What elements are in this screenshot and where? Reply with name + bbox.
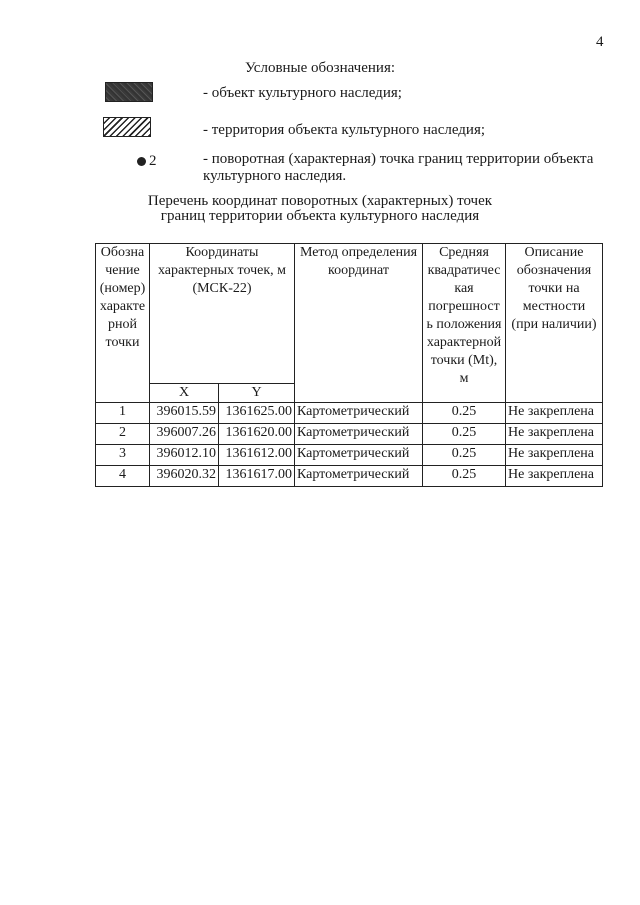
cell-point-number: 3 xyxy=(96,445,150,466)
cell-description: Не закреплена xyxy=(506,403,603,424)
cell-mt: 0.25 xyxy=(423,424,506,445)
coordinates-list-title xyxy=(0,194,640,224)
coordinates-list-title-line1: Перечень координат поворотных (характерных) точек xyxy=(147,193,493,209)
cell-y: 1361617.00 xyxy=(219,466,295,487)
coordinates-table xyxy=(95,243,603,487)
cell-method: Картометрический xyxy=(295,424,423,445)
table-row xyxy=(96,445,603,466)
table-row xyxy=(96,424,603,445)
turning-point-dot-icon xyxy=(137,157,146,166)
cultural-territory-swatch-icon xyxy=(103,117,151,137)
cell-x: 396007.26 xyxy=(150,424,219,445)
table-header-row xyxy=(96,244,603,384)
turning-point-marker xyxy=(137,153,157,170)
cell-method: Картометрический xyxy=(295,466,423,487)
cell-method: Картометрический xyxy=(295,403,423,424)
cell-y: 1361625.00 xyxy=(219,403,295,424)
header-x: X xyxy=(150,384,219,403)
header-method: Метод определения координат xyxy=(295,244,423,403)
cell-point-number: 2 xyxy=(96,424,150,445)
legend-item-cultural-object: - объект культурного наследия; xyxy=(203,85,402,101)
cultural-object-swatch-icon xyxy=(105,82,153,102)
header-error: Средняя квадратичес кая погрешност ь положения характерной точки (Mt), м xyxy=(423,244,506,403)
header-coordinates: Координаты характерных точек, м (МСК-22) xyxy=(150,244,295,384)
cell-x: 396012.10 xyxy=(150,445,219,466)
cell-x: 396015.59 xyxy=(150,403,219,424)
cell-mt: 0.25 xyxy=(423,466,506,487)
cell-point-number: 1 xyxy=(96,403,150,424)
page-number: 4 xyxy=(596,34,604,50)
legend-title: Условные обозначения: xyxy=(244,60,396,76)
cell-description: Не закреплена xyxy=(506,424,603,445)
header-y: Y xyxy=(219,384,295,403)
coordinates-list-title-line2: границ территории объекта культурного наследия xyxy=(160,208,480,224)
cell-description: Не закреплена xyxy=(506,445,603,466)
cell-point-number: 4 xyxy=(96,466,150,487)
legend-item-cultural-territory: - территория объекта культурного наследия; xyxy=(203,122,486,138)
cell-description: Не закреплена xyxy=(506,466,603,487)
cell-y: 1361612.00 xyxy=(219,445,295,466)
header-description: Описание обозначения точки на местности (при наличии) xyxy=(506,244,603,403)
header-designation: Обозна чение (номер) характе рной точки xyxy=(96,244,150,403)
cell-y: 1361620.00 xyxy=(219,424,295,445)
turning-point-marker-label: 2 xyxy=(149,153,157,169)
table-row xyxy=(96,403,603,424)
legend-item-turning-point: - поворотная (характерная) точка границ территории объекта культурного наследия. xyxy=(203,151,594,184)
cell-mt: 0.25 xyxy=(423,445,506,466)
cell-x: 396020.32 xyxy=(150,466,219,487)
cell-method: Картометрический xyxy=(295,445,423,466)
cell-mt: 0.25 xyxy=(423,403,506,424)
table-row xyxy=(96,466,603,487)
